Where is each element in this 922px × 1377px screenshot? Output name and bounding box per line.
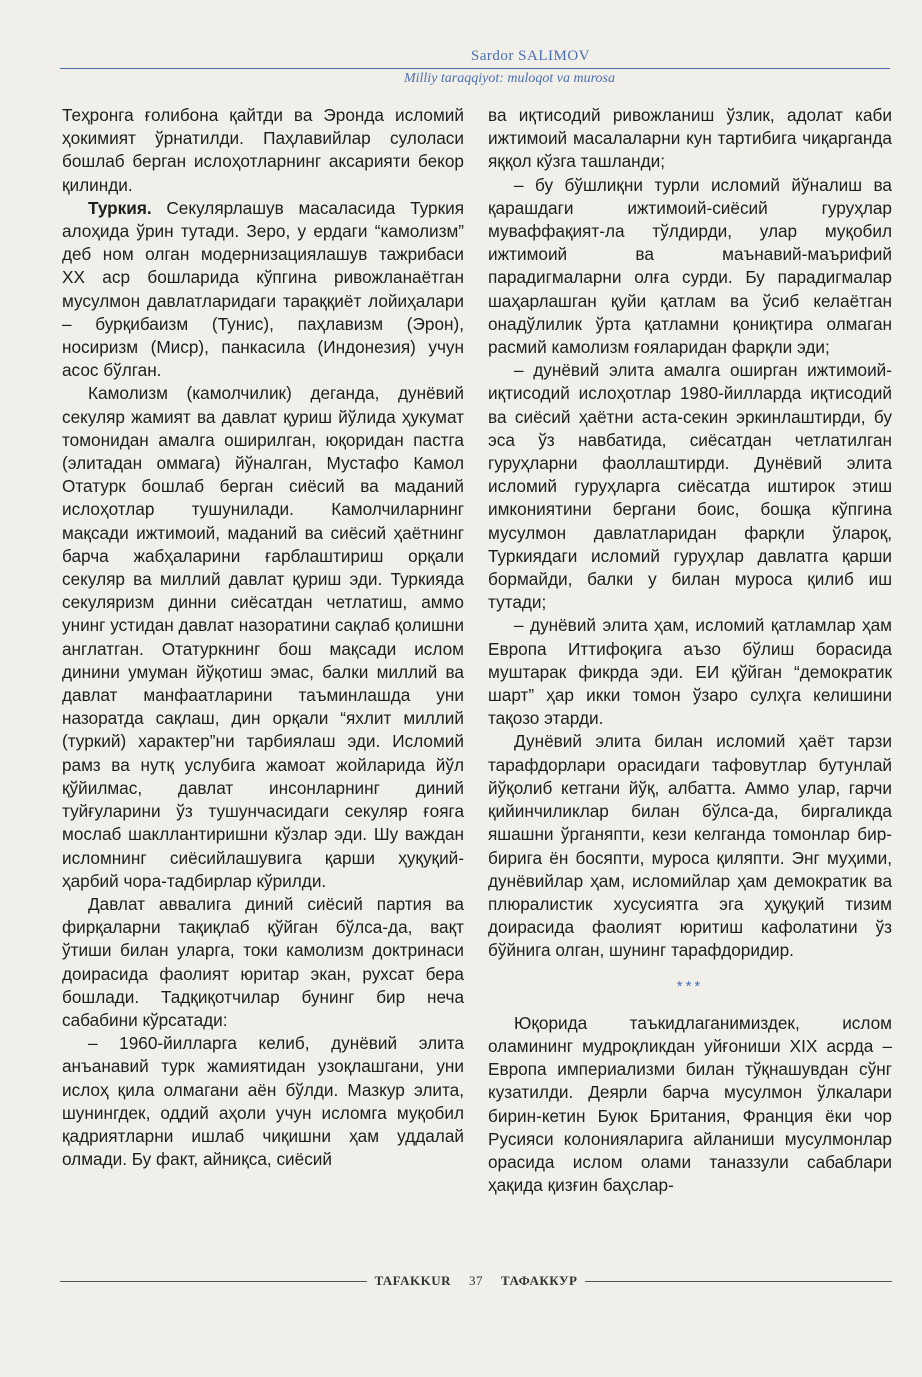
paragraph: – дунёвий элита амалга оширган ижтимоий-иқтисодий ислоҳотлар 1980-йилларда иқтисодий ва сиёсий ҳаётни аста-секин эркинлаштирди, бу эса ўз навбатида, сиёсатдан четлатилган гуруҳларни фаоллаштирди. Дунёвий элита исломий гуруҳларга сиёсатда иштирок этиш имкониятини бергани боис, бошқа кўпгина мусулмон давлатларидан фарқли ўлароқ, Туркиядаги исломий гуруҳлар давлатга қарши бормайди, балки у билан муроса қилиб иш тутади; xyxy=(488,360,892,613)
paragraph-turkey xyxy=(62,197,464,383)
header-subtitle: Milliy taraqqiyot: muloqot va murosa xyxy=(403,71,615,86)
page-footer xyxy=(60,1270,892,1292)
header-rule xyxy=(60,68,890,69)
footer-rule-left xyxy=(60,1281,367,1282)
section-separator: *** xyxy=(676,977,704,995)
header-author: Sardor SALIMOV xyxy=(470,48,590,64)
section-heading-turkey: Туркия. xyxy=(88,197,152,218)
paragraph: – бу бўшлиқни турли исломий йўналиш ва қарашдаги ижтимоий-сиёсий гуруҳлар муваффақият-ла тўлдирди, улар муқобил ижтимоий ва маънавий-маърифий парадигмаларни олға сурди. Бу парадигмалар шаҳарлашган қуйи қатлам ва ўсиб келаётган онадўлилик ўрта қатламни қониқтира олмаган расмий камолизм ғояларидан фарқли эди; xyxy=(488,174,892,358)
paragraph: Теҳронга ғолибона қайтди ва Эронда исломий ҳокимият ўрнатилди. Паҳлавийлар сулоласи бошлаб берган ислоҳотларнинг аксарияти бекор қилинди. xyxy=(62,105,464,195)
page-number: 37 xyxy=(469,1273,484,1288)
footer-rule-right xyxy=(585,1281,892,1282)
paragraph: – 1960-йилларга келиб, дунёвий элита анъанавий турк жамиятидан узоқлашгани, уни ислоҳ қила олмагани аён бўлди. Мазкур элита, шунингдек, оддий аҳоли учун исломга муқобил қадриятларни ишлаб чиқишни ҳам уддалай олмади. Бу факт, айниқса, сиёсий xyxy=(62,1033,464,1170)
paragraph: – дунёвий элита ҳам, исломий қатламлар ҳам Европа Иттифоқига аъзо бўлиш борасида муштарак фикрда эди. ЕИ қўйган “демократик шарт” ҳар икки томон ўзаро сулҳга келишини тақозо этарди. xyxy=(488,615,892,729)
paragraph: Камолизм (камолчилик) деганда, дунёвий секуляр жамият ва давлат қуриш йўлида ҳукумат томонидан амалга оширилган, юқоридан пастга (элитадан оммага) йўналган, Мустафо Камол Отатурк бошлаб берган сиёсий ва маданий ислоҳотлар тушунилади. Камолчиларнинг мақсади ижтимоий, маданий ва сиёсий ҳаётнинг барча жабҳаларини ғарблаштириш орқали секуляр ва миллий давлат қуриш эди. Туркияда секуляризм динни сиёсатдан четлатиш, аммо унинг устидан давлат назоратини сақлаб қолишни англатган. Отатуркнинг бош мақсади ислом динини умуман йўқотиш эмас, балки миллий ва давлат манфаатларини таъминлашда уни назоратда сақлаш, дин орқали “яхлит миллий (туркий) характер”ни тарбиялаш эди. Исломий рамз ва нутқ услубига жамоат жойларида йўл қўйилмас, давлат инсонларнинг диний туйғуларини ўз тушунчасидаги секуляр ғояга мослаб шакллантиришни кўзлар эди. Шу важдан исломнинг сиёсийлашувига қарши ҳуқуқий-ҳарбий чора-тадбирлар кўрилди. xyxy=(62,383,464,891)
right-column xyxy=(488,104,892,1197)
paragraph-text: Секулярлашув масаласида Туркия алоҳида ўрин тутади. Зеро, у ердаги “камолизм” деб ном олган модернизациялашув тажрибаси XX аср бошларида кўпгина ривожланаётган мусулмон давлатларидаги тараққиёт лойиҳалари – бурқибаизм (Тунис), паҳлавизм (Эрон), носиризм (Миср), панкасила (Индонезия) учун асос бўлган. xyxy=(62,197,464,381)
running-header xyxy=(60,48,890,87)
paragraph: Юқорида таъкидлаганимиздек, ислом оламининг мудроқликдан уйғониши XIX асрда – Европа империализми билан тўқнашувдан сўнг кузатилди. Деярли барча мусулмон ўлкалари бирин-кетин Буюк Британия, Франция ёки чор Русияси колонияларига айланиши мусулмонлар орасида ислом олами таназзули сабаблари ҳақида қизғин баҳслар- xyxy=(488,1012,892,1196)
footer-label-cyrillic: ТАФАККУР xyxy=(501,1273,578,1288)
paragraph: ва иқтисодий ривожланиш ўзлик, адолат каби ижтимоий масалаларни кун тартибига чиқарганда яққол кўзга ташланди; xyxy=(488,105,892,172)
footer-label-latin: TAFAKKUR xyxy=(374,1273,452,1288)
left-column xyxy=(62,104,464,1171)
paragraph: Дунёвий элита билан исломий ҳаёт тарзи тарафдорлари орасидаги тафовутлар бутунлай йўқолиб кетгани йўқ, албатта. Аммо улар, гарчи қийинчиликлар билан бўлса-да, биргаликда яшашни ўрганяпти, кези келганда томонлар бир-бирига ён босяпти, муроса қиляпти. Энг муҳими, дунёвийлар ҳам, исломийлар ҳам демократик ва плюралистик хусусиятга эга ҳуқуқий тизим доирасида фаолият юритиш кафолатини ўз бўйнига олган, шунинг тарафдоридир. xyxy=(488,731,892,961)
paragraph: Давлат аввалига диний сиёсий партия ва фирқаларни тақиқлаб қўйган бўлса-да, вақт ўтиши билан уларга, токи камолизм доктринаси доирасида фаолият юритар экан, рухсат бера бошлади. Тадқиқотчилар бунинг бир неча сабабини кўрсатади: xyxy=(62,893,464,1030)
